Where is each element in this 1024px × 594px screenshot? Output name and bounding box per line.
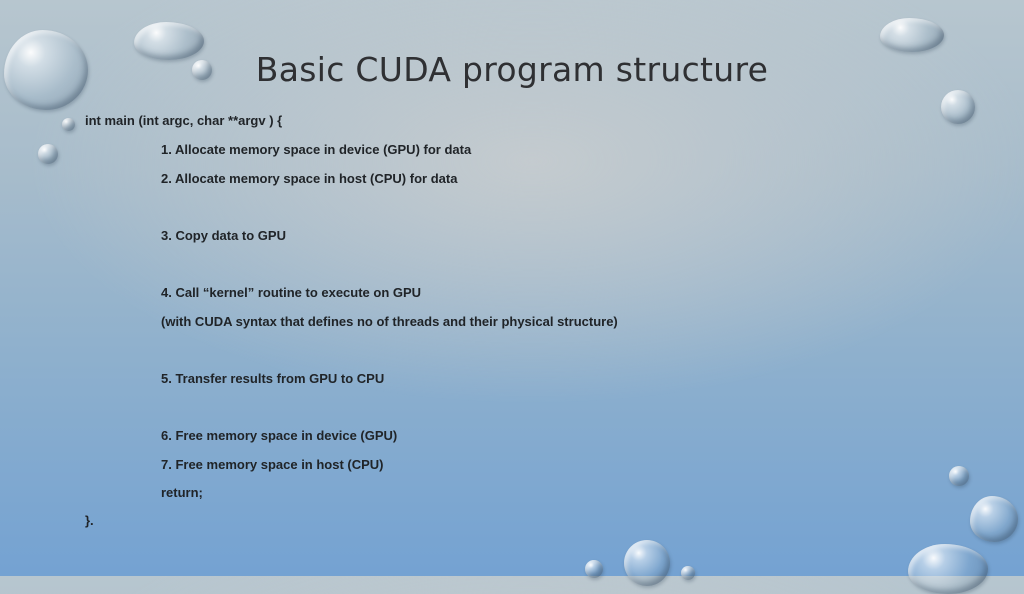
step-allocate-device: 1. Allocate memory space in device (GPU) for data xyxy=(161,142,472,157)
step-return: return; xyxy=(161,485,203,500)
step-transfer-results: 5. Transfer results from GPU to CPU xyxy=(161,371,385,386)
water-drop-decoration xyxy=(681,566,695,580)
water-drop-decoration xyxy=(949,466,969,486)
step-call-kernel: 4. Call “kernel” routine to execute on GPU xyxy=(161,285,422,300)
water-drop-decoration xyxy=(970,496,1018,542)
step-allocate-host: 2. Allocate memory space in host (CPU) for data xyxy=(161,171,458,186)
slide-title: Basic CUDA program structure xyxy=(255,50,769,89)
main-signature: int main (int argc, char **argv ) { xyxy=(85,113,283,128)
water-drop-decoration xyxy=(880,18,944,52)
water-drop-decoration xyxy=(585,560,603,578)
closing-brace: }. xyxy=(85,513,94,528)
water-drop-decoration xyxy=(908,544,988,594)
step-free-device: 6. Free memory space in device (GPU) xyxy=(161,428,398,443)
step-kernel-note: (with CUDA syntax that defines no of threads and their physical structure) xyxy=(161,314,618,329)
water-drop-decoration xyxy=(941,90,975,124)
step-copy-to-gpu: 3. Copy data to GPU xyxy=(161,228,286,243)
water-drop-decoration xyxy=(38,144,58,164)
water-drop-decoration xyxy=(624,540,670,586)
water-drop-decoration xyxy=(62,118,75,131)
step-free-host: 7. Free memory space in host (CPU) xyxy=(161,457,384,472)
